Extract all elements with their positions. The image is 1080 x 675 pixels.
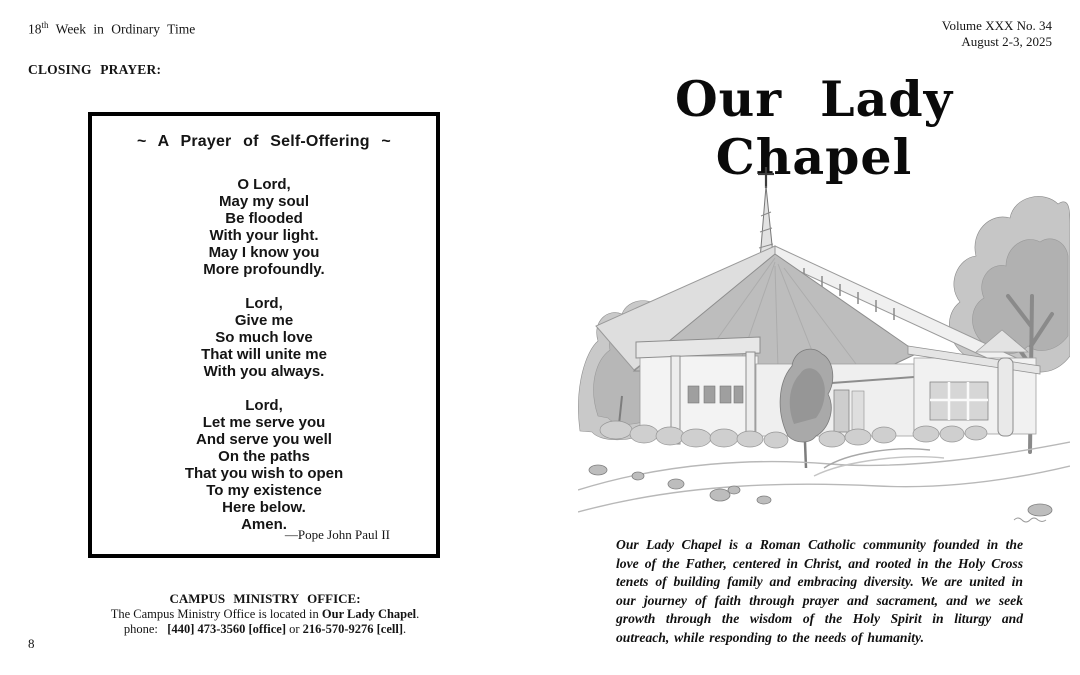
prayer-attribution: —Pope John Paul II <box>284 527 390 542</box>
campus-office-location-line <box>30 607 500 623</box>
prayer-line: Lord, <box>245 295 283 312</box>
prayer-line: Give me <box>234 312 294 329</box>
campus-office-phone-line <box>30 622 500 638</box>
prayer-line: That will unite me <box>201 346 327 363</box>
cross-icon <box>758 167 774 188</box>
prayer-line: Lord, <box>245 397 283 414</box>
prayer-title: ~ A Prayer of Self-Offering ~ <box>137 133 391 150</box>
location-text: The Campus Ministry Office is located in <box>110 606 322 621</box>
artist-signature <box>1014 518 1046 522</box>
prayer-line: Let me serve you <box>202 414 326 431</box>
prayer-box <box>88 112 440 558</box>
prayer-line: So much love <box>215 329 313 346</box>
phone-period: . <box>403 622 407 636</box>
volume-date-block <box>942 18 1052 49</box>
week-label: Week in Ordinary Time <box>55 21 196 37</box>
prayer-line: To my existence <box>206 482 322 499</box>
prayer-stanza-2 <box>92 295 436 380</box>
mission-statement: Our Lady Chapel is a Roman Catholic community founded in the love of the Father, centered in Christ, and rooted in the Holy Cross tenets of building family and embracing diversity. We are united in our journey of faith through prayer and sacrament, and we seek growth through the wisdom of the Holy Spirit in liturgy and outreach, while responding to the needs of humanity. <box>616 537 1023 645</box>
closing-prayer-label: CLOSING PRAYER: <box>28 62 162 77</box>
round-pillar <box>998 358 1013 436</box>
date-line: August 2-3, 2025 <box>961 33 1052 49</box>
phone-separator: or <box>286 622 303 636</box>
cell-phone-number: 216-570-9276 [cell] <box>302 622 403 636</box>
entry-door <box>834 390 849 432</box>
chapel-name: Our Lady Chapel <box>321 606 417 621</box>
portico-column <box>746 352 755 442</box>
prayer-line: Amen. <box>241 516 287 533</box>
prayer-line: May I know you <box>208 244 320 261</box>
week-number-suffix: th <box>41 20 49 30</box>
prayer-line: Here below. <box>222 499 306 516</box>
prayer-stanza-3 <box>92 397 436 533</box>
prayer-line: That you wish to open <box>184 465 344 482</box>
campus-office-title: CAMPUS MINISTRY OFFICE: <box>169 591 361 606</box>
phone-label: phone: <box>123 622 168 636</box>
left-page-header <box>28 20 195 38</box>
window-grid <box>930 382 988 420</box>
center-wall <box>756 364 914 436</box>
campus-ministry-office-block <box>30 591 500 638</box>
pathway <box>578 442 1070 512</box>
prayer-line: With your light. <box>209 227 319 244</box>
prayer-line: More profoundly. <box>203 261 325 278</box>
week-number: 18 <box>28 21 42 37</box>
prayer-line: On the paths <box>218 448 310 465</box>
chapel-illustration <box>578 146 1070 528</box>
prayer-line: O Lord, <box>237 176 291 193</box>
prayer-stanza-1 <box>92 176 436 278</box>
location-period: . <box>416 606 420 621</box>
prayer-text <box>92 176 436 533</box>
office-phone-number: [440] 473-3560 [office] <box>167 622 286 636</box>
prayer-line: May my soul <box>218 193 310 210</box>
masthead-title: Our Lady Chapel <box>674 70 954 186</box>
entry-door <box>852 391 864 432</box>
prayer-line: Be flooded <box>225 210 303 227</box>
prayer-line: With you always. <box>203 363 325 380</box>
prayer-line: And serve you well <box>196 431 332 448</box>
page-number: 8 <box>28 636 35 651</box>
volume-line: Volume XXX No. 34 <box>941 18 1052 33</box>
